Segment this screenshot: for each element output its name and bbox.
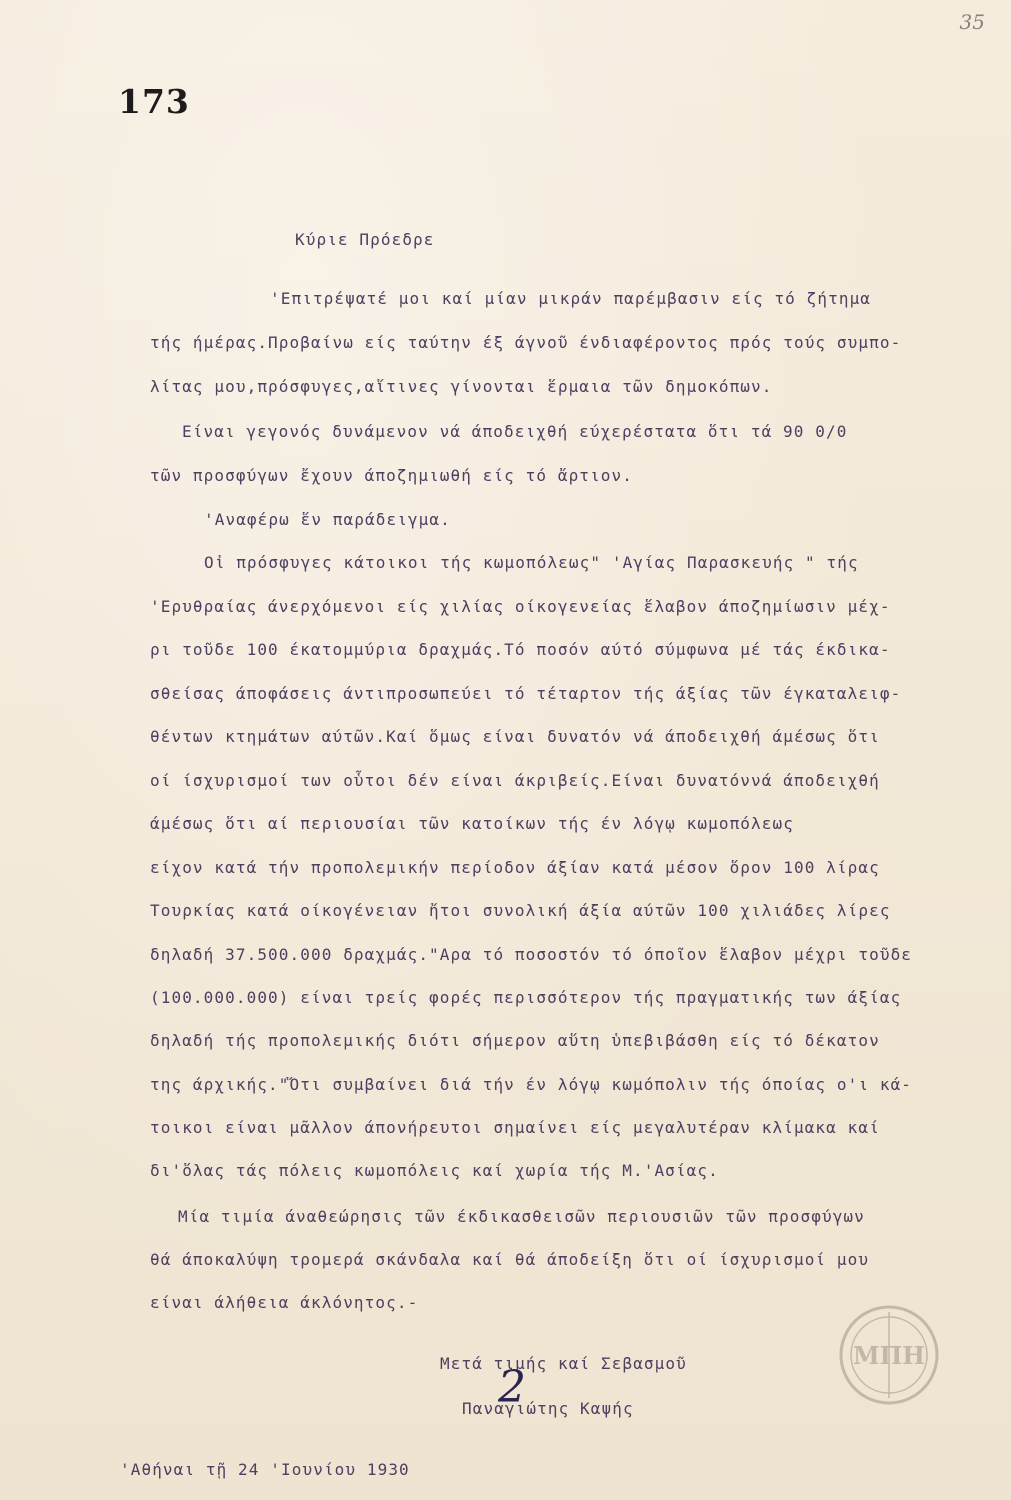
- body-line: άμέσως ὅτι αί περιουσίαι τῶν κατοίκων τής έν λόγῳ κωμοπόλεως: [150, 814, 794, 833]
- body-line: σθείσας άποφάσεις άντιπροσωπεύει τό τέταρτον τής άξίας τῶν έγκαταλειφ-: [150, 684, 902, 703]
- body-line: δηλαδή 37.500.000 δραχμάς."Αρα τό ποσοστόν τό όποῖον ἕλαβον μέχρι τοῦδε: [150, 945, 913, 964]
- body-line: είχον κατά τήν προπολεμικήν περίοδον άξίαν κατά μέσον ὅρον 100 λίρας: [150, 858, 880, 877]
- handwritten-signature-mark: 2: [498, 1362, 526, 1413]
- body-line: Οἰ πρόσφυγες κάτοικοι τής κωμοπόλεως" 'Αγίας Παρασκευής " τής: [204, 553, 859, 572]
- body-line: τής ήμέρας.Προβαίνω είς ταύτην έξ άγνοῦ ένδιαφέροντος πρός τούς συμπο-: [150, 333, 902, 352]
- stamp-text: ΜΠΗ: [853, 1341, 925, 1370]
- body-line: τοικοι είναι μᾶλλον άπονήρευτοι σημαίνει είς μεγαλυτέραν κλίμακα καί: [150, 1118, 880, 1137]
- body-line: (100.000.000) είναι τρείς φορές περισσότερον τής πραγματικής των άξίας: [150, 988, 902, 1007]
- body-line: τῶν προσφύγων ἔχουν άποζημιωθή είς τό ἄρτιον.: [150, 466, 633, 485]
- body-line: θέντων κτημάτων αύτῶν.Καί ὅμως είναι δυνατόν νά άποδειχθή άμέσως ὅτι: [150, 727, 880, 746]
- folio-number: 35: [959, 10, 985, 34]
- body-line: 'Ερυθραίας άνερχόμενοι είς χιλίας οίκογενείας ἕλαβον άποζημίωσιν μέχ-: [150, 597, 891, 616]
- document-number: 173: [118, 82, 190, 121]
- signature-name: Παναγιώτης Καψής: [462, 1399, 634, 1418]
- body-line: Τουρκίας κατά οίκογένειαν ἤτοι συνολική άξία αύτῶν 100 χιλιάδες λίρες: [150, 901, 891, 920]
- body-line: 'Επιτρέψατέ μοι καί μίαν μικράν παρέμβασιν είς τό ζήτημα: [270, 289, 872, 308]
- body-line: λίτας μου,πρόσφυγες,αἵτινες γίνονται ἕρμαια τῶν δημοκόπων.: [150, 377, 773, 396]
- body-line: Είναι γεγονός δυνάμενον νά άποδειχθή εύχερέστατα ὅτι τά 90 0/0: [182, 422, 848, 441]
- body-line: ρι τοῦδε 100 έκατομμύρια δραχμάς.Τό ποσόν αύτό σύμφωνα μέ τάς έκδικα-: [150, 640, 891, 659]
- body-line: θά άποκαλύψη τρομερά σκάνδαλα καί θά άποδείξη ὅτι οί ίσχυρισμοί μου: [150, 1250, 870, 1269]
- body-line: δι'ὅλας τάς πόλεις κωμοπόλεις καί χωρία τής Μ.'Ασίας.: [150, 1161, 719, 1180]
- body-line: Μία τιμία άναθεώρησις τῶν έκδικασθεισῶν περιουσιῶν τῶν προσφύγων: [178, 1207, 865, 1226]
- body-line: της άρχικής."Ὅτι συμβαίνει διά τήν έν λόγῳ κωμόπολιν τής όποίας ο'ι κά-: [150, 1075, 913, 1094]
- body-line: δηλαδή τής προπολεμικής διότι σήμερον αὕτη ὑπεβιβάσθη είς τό δέκατον: [150, 1031, 880, 1050]
- archive-stamp-icon: [836, 1302, 942, 1408]
- date-line: 'Αθήναι τῇ 24 'Ιουνίου 1930: [120, 1460, 410, 1479]
- salutation: Κύριε Πρόεδρε: [295, 230, 435, 249]
- body-line: οί ίσχυρισμοί των οὗτοι δέν είναι άκριβείς.Είναι δυνατόννά άποδειχθή: [150, 771, 880, 790]
- closing-phrase: Μετά τιμής καί Σεβασμοῦ: [440, 1354, 687, 1373]
- body-line: 'Αναφέρω ἕν παράδειγμα.: [204, 510, 451, 529]
- body-line: είναι άλήθεια άκλόνητος.-: [150, 1293, 419, 1312]
